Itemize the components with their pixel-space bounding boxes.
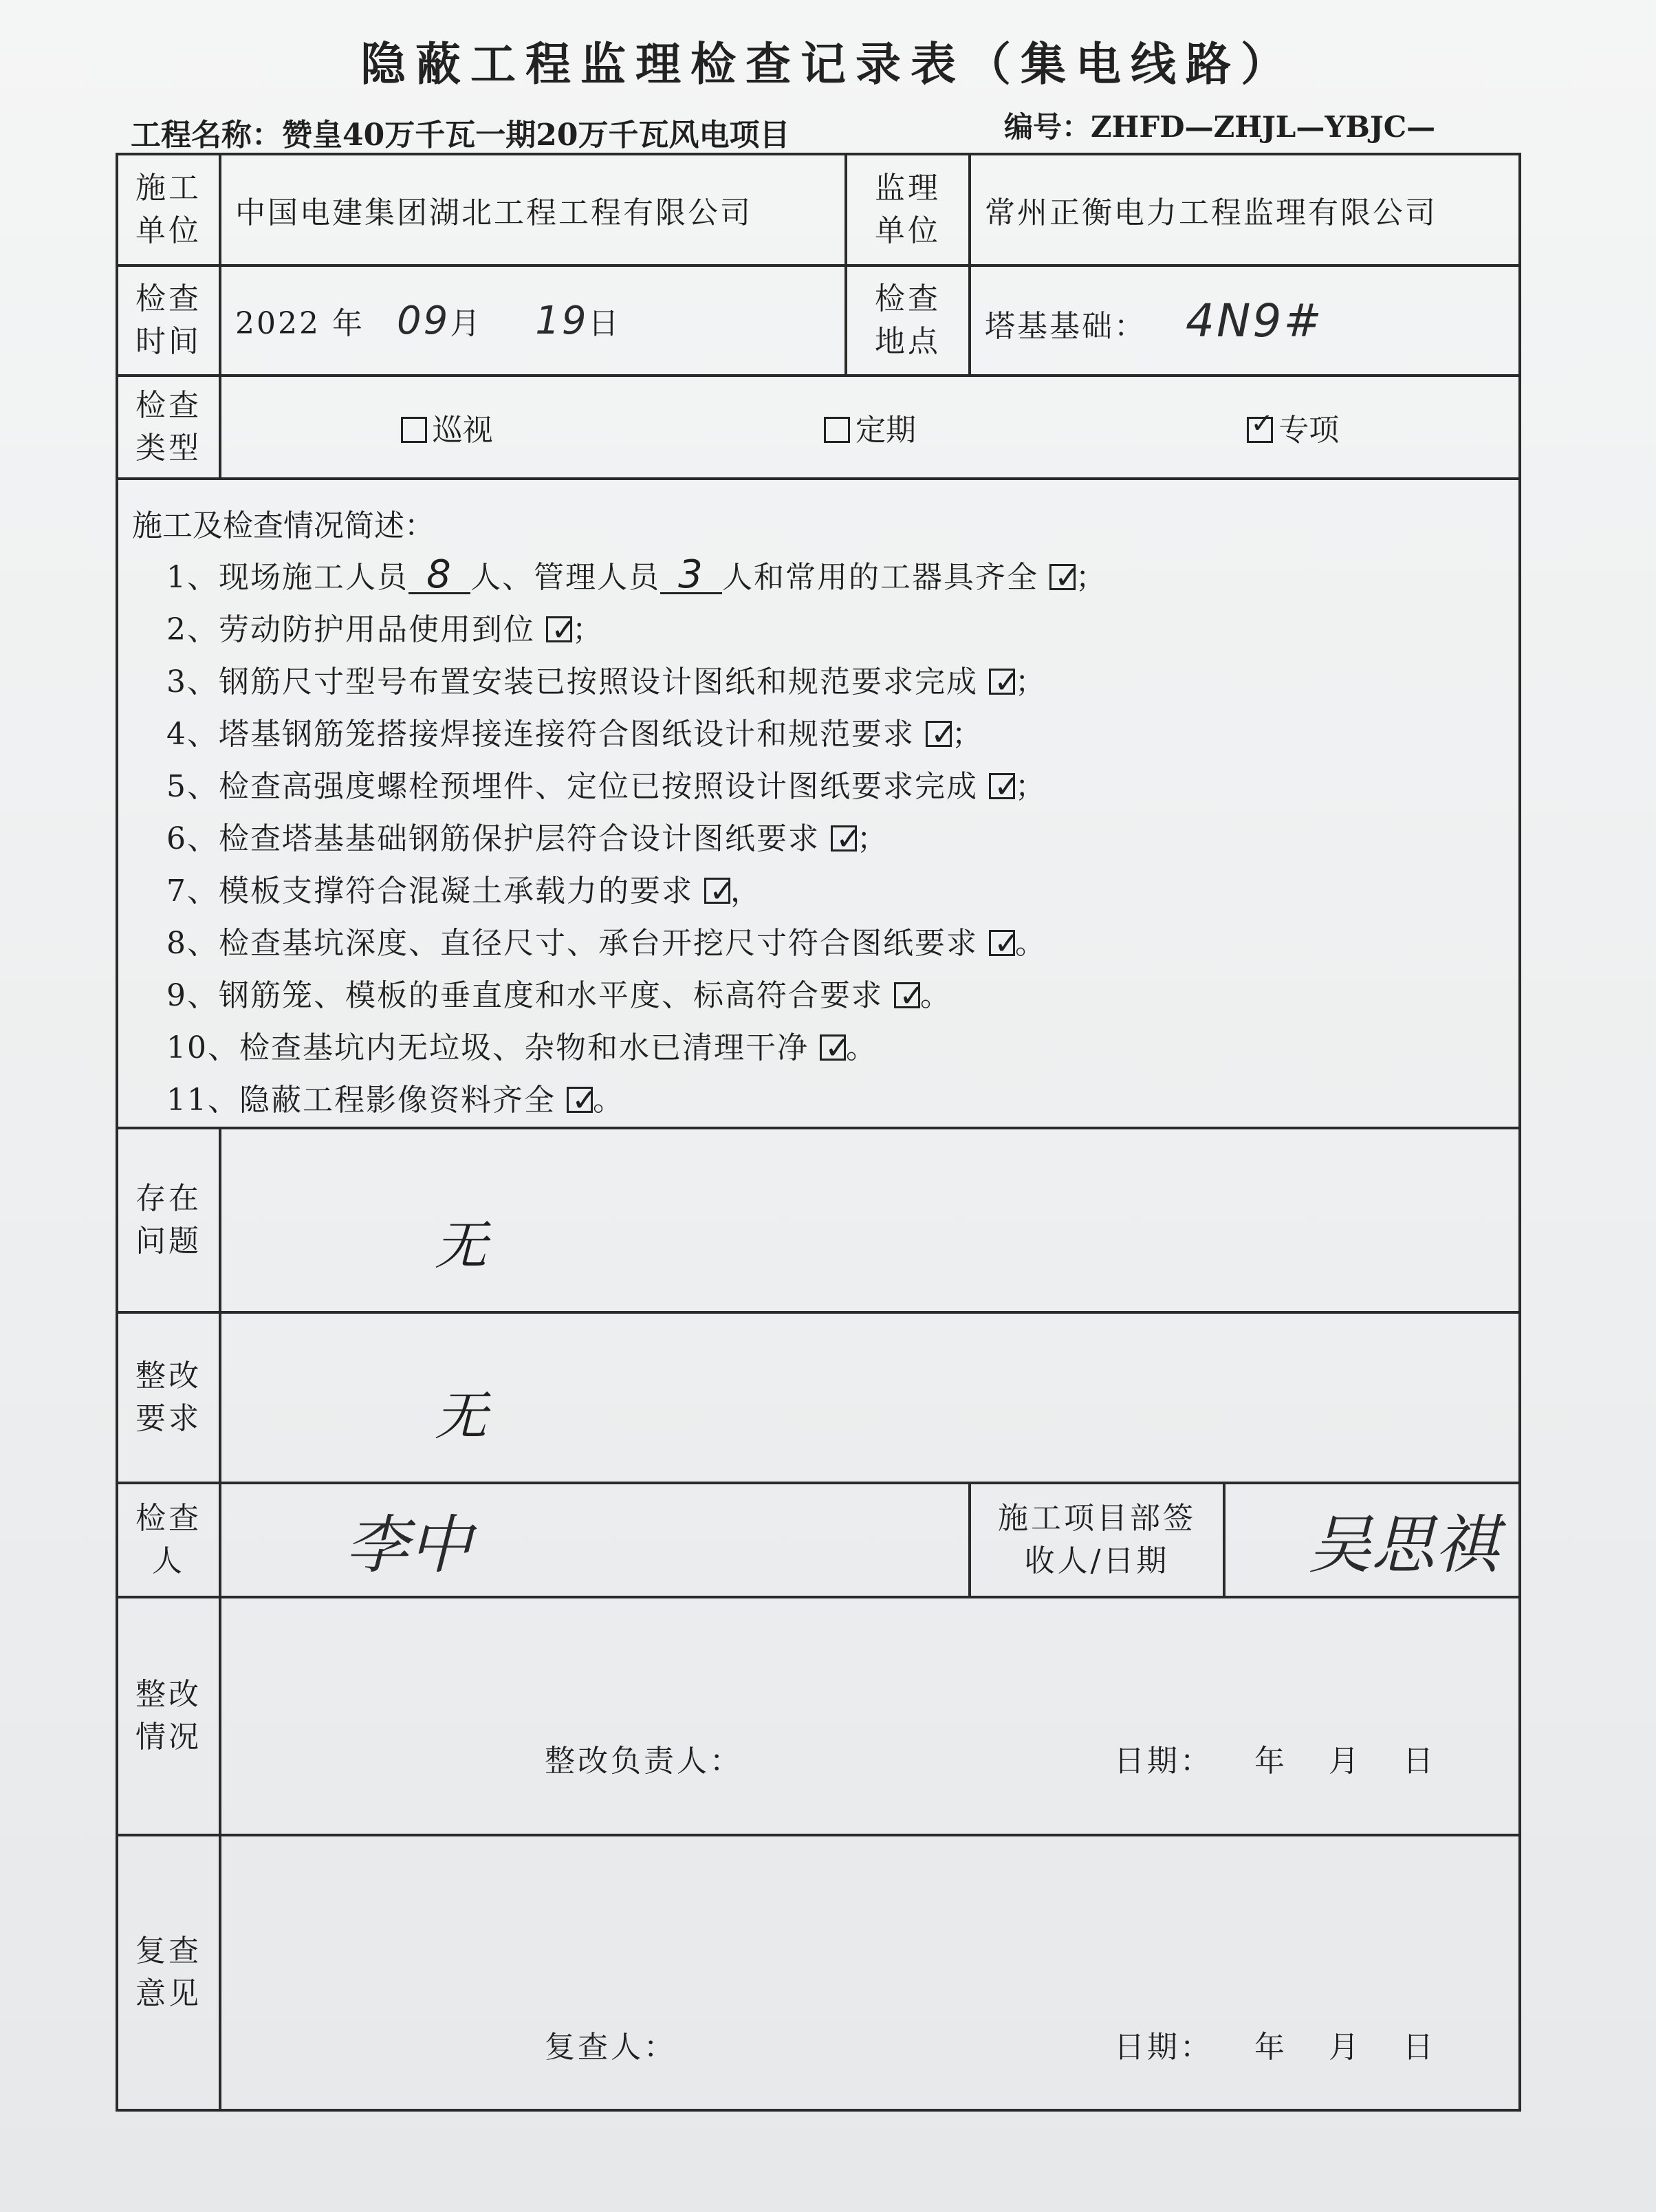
day-label: 日 [1403, 2030, 1436, 2065]
check-type-options [220, 376, 1520, 479]
receiver-label: 施工项目部签收人/日期 [970, 1483, 1224, 1597]
item-text: 2、劳动防护用品使用到位 [166, 612, 535, 647]
check-item: 3、钢筋尺寸型号布置安装已按照设计图纸和规范要求完成✓ ； [166, 656, 1505, 708]
date-label: 日期： [1114, 1744, 1213, 1779]
item-text: 7、模板支撑符合混凝土承载力的要求 [166, 874, 693, 909]
item-checkbox[interactable] [989, 669, 1015, 695]
rectify-requirement-cell [220, 1312, 1520, 1483]
issues-label: 存在问题 [117, 1128, 220, 1312]
receiver-signature-cell [1224, 1483, 1520, 1597]
item-text: 10、检查基坑内无垃圾、杂物和水已清理干净 [166, 1030, 809, 1065]
special-label: 专项 [1278, 413, 1340, 448]
check-day: 19 [535, 298, 589, 343]
month-label: 月 [1329, 1744, 1362, 1779]
check-item: 11、隐蔽工程影像资料齐全✓ 。 [166, 1074, 1505, 1127]
check-item: 7、模板支撑符合混凝土承载力的要求✓ ， [166, 865, 1505, 918]
item-checkbox[interactable] [894, 982, 920, 1008]
inspector-signature-cell [220, 1483, 970, 1597]
rectify-requirement-handwritten: 无 [435, 1385, 487, 1446]
item-text: 8、检查基坑深度、直径尺寸、承台开挖尺寸符合图纸要求 [166, 926, 978, 961]
worker-count: 8 [408, 558, 470, 594]
item-text: 3、钢筋尺寸型号布置安装已按照设计图纸和规范要求完成 [166, 664, 978, 700]
inspector-signature: 李中 [345, 1508, 472, 1582]
supervision-unit-value: 常州正衡电力工程监理有限公司 [970, 154, 1520, 265]
inspector-label: 检查人 [117, 1483, 220, 1597]
review-cell [220, 1835, 1520, 2110]
number-label: 编号： [1004, 110, 1091, 144]
day-unit: 日 [588, 305, 621, 341]
number-value: ZHFD—ZHJL—YBJC— [1091, 110, 1436, 144]
form-title: 隐蔽工程监理检查记录表（集电线路） [360, 37, 1296, 91]
project-name: 赞皇40万千瓦一期20万千瓦风电项目 [282, 118, 790, 153]
type-special[interactable] [1247, 405, 1339, 449]
check-item: 8、检查基坑深度、直径尺寸、承台开挖尺寸符合图纸要求✓ 。 [166, 918, 1505, 970]
check-item: 2、劳动防护用品使用到位✓ ； [166, 604, 1505, 656]
type-patrol[interactable] [401, 405, 493, 449]
check-time-value [220, 265, 846, 376]
month-label: 月 [1329, 2030, 1362, 2065]
rectify-date [1114, 1736, 1436, 1780]
check-item: 6、检查塔基基础钢筋保护层符合设计图纸要求✓ ； [166, 813, 1505, 865]
item1-text-a: 1、现场施工人员 [166, 560, 408, 595]
item-checkbox[interactable] [989, 773, 1015, 799]
special-checkbox[interactable] [1247, 417, 1273, 443]
issues-value-cell [220, 1128, 1520, 1312]
item1-checkbox[interactable] [1049, 564, 1076, 590]
review-sign-line [235, 2022, 1505, 2066]
check-item: 10、检查基坑内无垃圾、杂物和水已清理干净✓ 。 [166, 1022, 1505, 1074]
record-table [116, 153, 1521, 2112]
check-location-value [970, 265, 1520, 376]
item-checkbox[interactable] [704, 878, 730, 904]
item-text: 5、检查高强度螺栓预埋件、定位已按照设计图纸要求完成 [166, 769, 978, 804]
month-unit: 月 [450, 305, 483, 341]
item-checkbox[interactable] [926, 721, 952, 747]
item-checkbox[interactable] [546, 616, 572, 642]
patrol-checkbox[interactable] [401, 417, 427, 443]
year-label: 年 [1254, 2030, 1287, 2065]
patrol-label: 巡视 [432, 413, 493, 448]
item-text: 4、塔基钢筋笼搭接焊接连接符合图纸设计和规范要求 [166, 717, 915, 752]
check-year: 2022 年 [235, 305, 364, 341]
check-type-label: 检查类型 [117, 376, 220, 479]
review-label: 复查意见 [117, 1835, 220, 2110]
item-checkbox[interactable] [820, 1034, 846, 1061]
check-location-label: 检查地点 [846, 265, 970, 376]
check-item: 4、塔基钢筋笼搭接焊接连接符合图纸设计和规范要求✓ ； [166, 708, 1505, 761]
supervision-unit-label: 监理单位 [846, 154, 970, 265]
receiver-signature: 吴思祺 [1308, 1508, 1499, 1582]
construction-unit-value: 中国电建集团湖北工程工程有限公司 [220, 154, 846, 265]
item-checkbox[interactable] [831, 825, 857, 852]
rectify-requirement-label: 整改要求 [117, 1312, 220, 1483]
check-time-label: 检查时间 [117, 265, 220, 376]
check-item: 5、检查高强度螺栓预埋件、定位已按照设计图纸要求完成✓ ； [166, 761, 1505, 813]
item-checkbox[interactable] [989, 930, 1015, 956]
rectify-status-label: 整改情况 [117, 1597, 220, 1835]
check-item: 9、钢筋笼、模板的垂直度和水平度、标高符合要求✓ 。 [166, 970, 1505, 1022]
year-label: 年 [1254, 1744, 1287, 1779]
description-heading: 施工及检查情况简述： [132, 508, 435, 543]
day-label: 日 [1403, 1744, 1436, 1779]
number-line [1004, 105, 1435, 146]
periodic-label: 定期 [855, 413, 916, 448]
item-text: 9、钢筋笼、模板的垂直度和水平度、标高符合要求 [166, 978, 883, 1013]
reviewer-label: 复查人： [545, 2030, 677, 2065]
manager-count: 3 [660, 558, 722, 594]
description-cell [117, 479, 1520, 1128]
check-month: 09 [396, 298, 450, 343]
date-label: 日期： [1114, 2030, 1213, 2065]
issues-handwritten: 无 [435, 1214, 487, 1276]
project-label: 工程名称： [131, 118, 282, 153]
rectify-sign-line [235, 1736, 1505, 1780]
item1-text-b: 人、管理人员 [470, 560, 660, 595]
item-checkbox[interactable] [567, 1087, 593, 1113]
periodic-checkbox[interactable] [824, 417, 850, 443]
location-prefix: 塔基基础： [985, 308, 1146, 344]
project-line [131, 110, 789, 154]
rectify-status-cell [220, 1597, 1520, 1835]
check-item-1: 1、现场施工人员 8 人、管理人员 3 人和常用的工器具齐全✓ ； [166, 552, 1505, 604]
review-date [1114, 2022, 1436, 2066]
rectify-person-label: 整改负责人： [545, 1744, 743, 1779]
item1-text-c: 人和常用的工器具齐全 [722, 560, 1038, 595]
construction-unit-label: 施工单位 [117, 154, 220, 265]
location-handwritten: 4N9# [1186, 294, 1324, 347]
item-text: 6、检查塔基基础钢筋保护层符合设计图纸要求 [166, 821, 820, 856]
type-periodic[interactable] [824, 405, 916, 449]
item-text: 11、隐蔽工程影像资料齐全 [166, 1083, 556, 1118]
